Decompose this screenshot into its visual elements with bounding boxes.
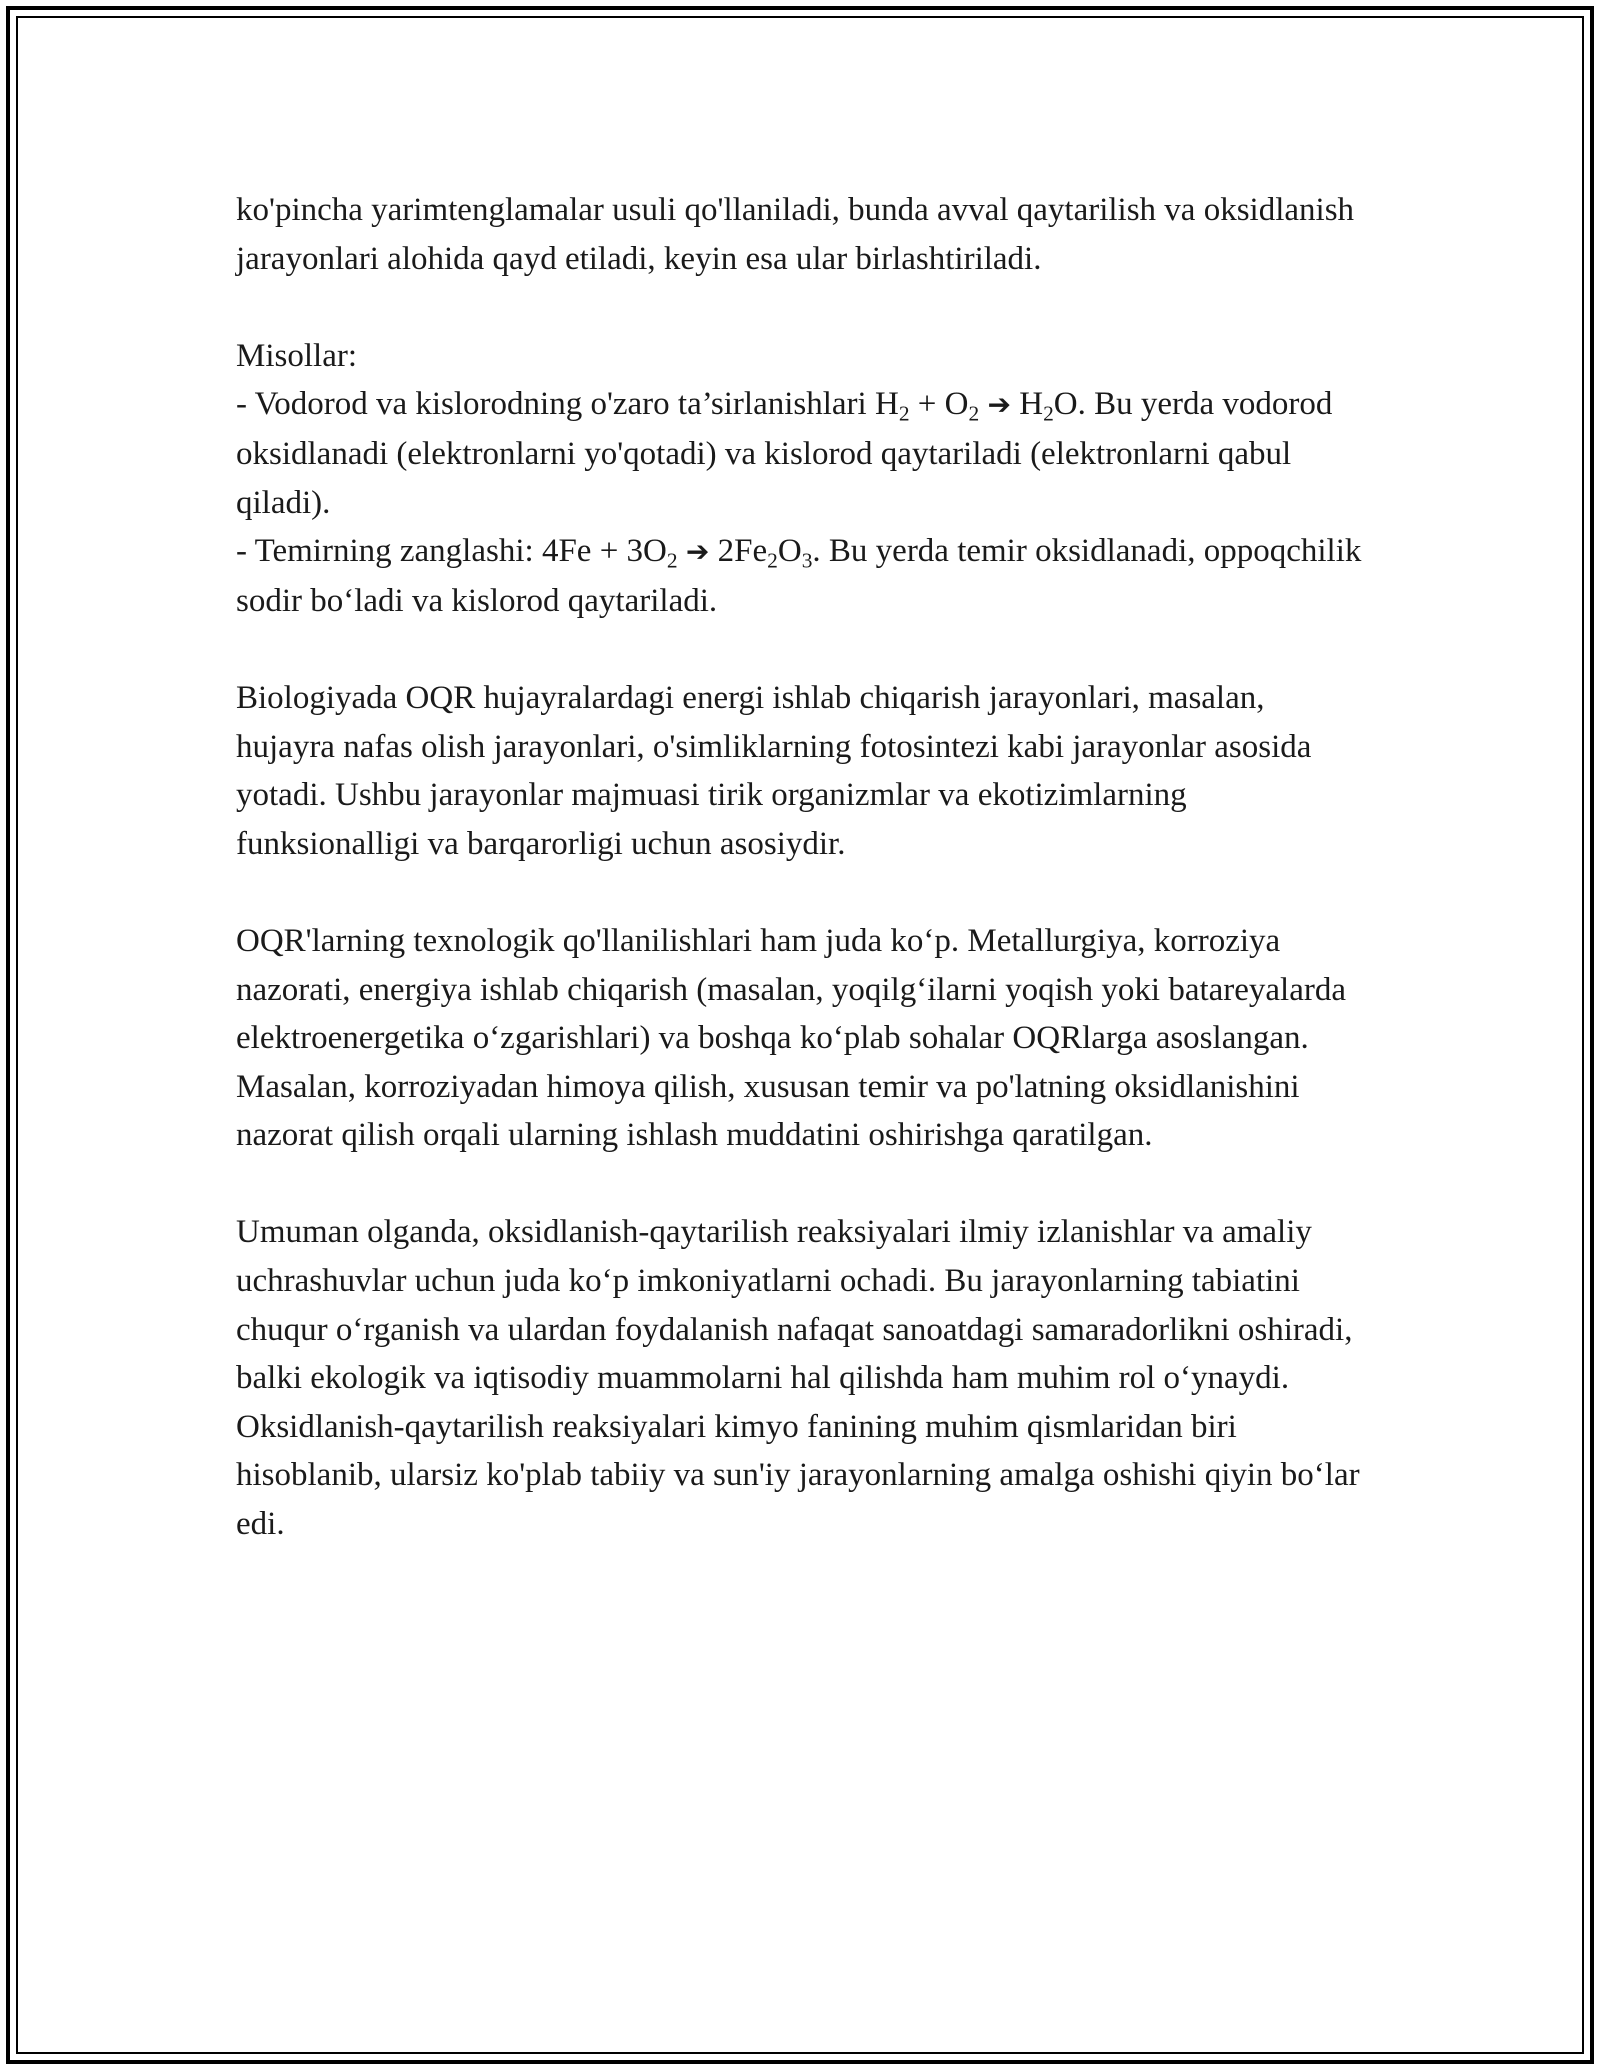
example-2-prefix: - Temirning zanglashi: <box>236 533 542 570</box>
example-2-suffix: . Bu yerda temir oksidlanadi, oppoqchilik sodir bo‘ladi va kislorod qaytariladi. <box>236 533 1362 619</box>
examples-block <box>236 332 1366 626</box>
paragraph-intro: ko'pincha yarimtenglamalar usuli qo'llaniladi, bunda avval qaytarilish va oksidlanish jarayonlari alohida qayd etiladi, keyin esa ular birlashtiriladi. <box>236 192 1355 277</box>
paragraph-biology: Biologiyada OQR hujayralardagi energi ishlab chiqarish jarayonlari, masalan, hujayra nafas olish jarayonlari, o'simliklarning fotosintezi kabi jarayonlar asosida yotadi. Ushbu jarayonlar majmuasi tirik organizmlar va ekotizimlarning funksionalligi va barqarorligi uchun asosiydir. <box>236 679 1312 862</box>
equation-rust: $4Fe + 3O_2$ ➔ $2Fe_2O_3$ <box>541 533 813 573</box>
document-body <box>236 186 1366 1597</box>
example-1-prefix: - Vodorod va kislorodning o'zaro ta’sirlanishlari <box>236 386 875 423</box>
paragraph-technology: OQR'larning texnologik qo'llanilishlari ham juda ko‘p. Metallurgiya, korroziya nazorati, energiya ishlab chiqarish (masalan, yoqilg‘ilarni yoqish yoki batareyalarda elektroenergetika o‘zgarishlari) va boshqa ko‘plab sohalar OQRlarga asoslangan. Masalan, korroziyadan himoya qilish, xususan temir va po'latning oksidlanishini nazorat qilish orqali ularning ishlash muddatini oshirishga qaratilgan. <box>236 922 1347 1154</box>
reaction-arrow-icon: ➔ <box>987 388 1011 422</box>
reaction-arrow-icon: ➔ <box>685 535 710 569</box>
examples-heading: Misollar: <box>236 337 357 374</box>
equation-water: $H_2 + O_2$ ➔ $H_2O$ <box>874 386 1078 426</box>
example-1-suffix: . Bu yerda vodorod oksidlanadi (elektronlarni yo'qotadi) va kislorod qaytariladi (elektronlarni qabul qiladi). <box>236 386 1333 521</box>
example-hydrogen-oxygen <box>236 380 1366 527</box>
paragraph-conclusion: Umuman olganda, oksidlanish-qaytarilish reaksiyalari ilmiy izlanishlar va amaliy uchrashuvlar uchun juda ko‘p imkoniyatlarni ochadi. Bu jarayonlarning tabiatini chuqur o‘rganish va ulardan foydalanish nafaqat sanoatdagi samaradorlikni oshiradi, balki ekologik va iqtisodiy muammolarni hal qilishda ham muhim rol o‘ynaydi. Oksidlanish-qaytarilish reaksiyalari kimyo fanining muhim qismlaridan biri hisoblanib, ularsiz ko'plab tabiiy va sun'iy jarayonlarning amalga oshishi qiyin bo‘lar edi. <box>236 1214 1360 1543</box>
example-iron-rusting <box>236 527 1366 625</box>
